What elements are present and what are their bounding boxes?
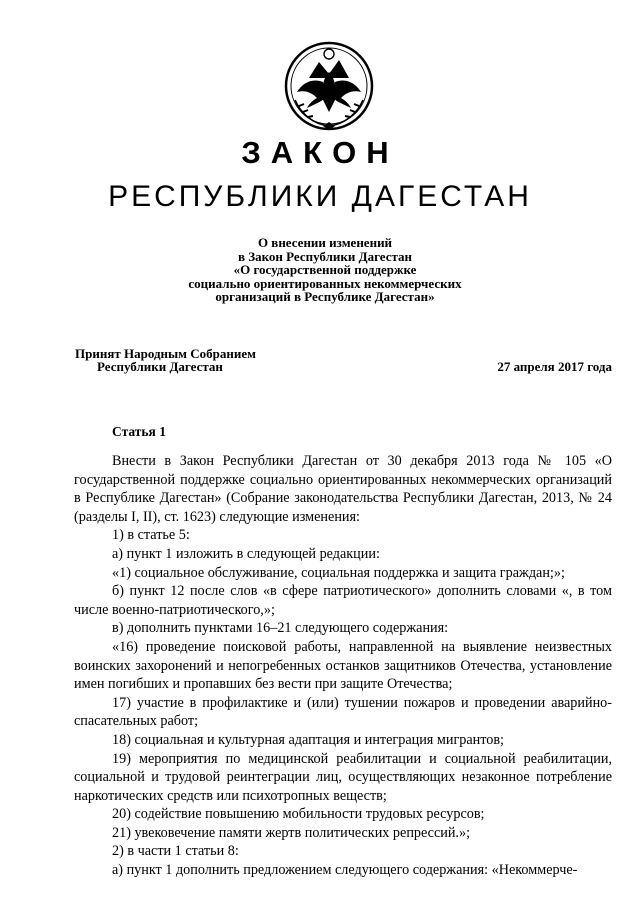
- adopted-by-line2: Республики Дагестан: [97, 359, 223, 374]
- paragraph: 21) увековечение памяти жертв политических репрессий.»;: [112, 824, 471, 841]
- paragraph: 17) участие в профилактике и (или) тушении пожаров и проведении аварийно-спасательных работ;: [74, 694, 612, 730]
- paragraph: 20) содействие повышению мобильности трудовых ресурсов;: [112, 806, 485, 823]
- paragraph: 1) в статье 5:: [112, 527, 190, 544]
- law-title: [160, 236, 490, 304]
- adoption-date: 27 апреля 2017 года: [497, 359, 612, 374]
- paragraph: «16) проведение поисковой работы, направленной на выявление неизвестных воинских захоронений и непогребенных останков защитников Отечества, установление имен погибших и пропавших без вести при защите Отечества;: [74, 638, 612, 693]
- paragraph: 18) социальная и культурная адаптация и интеграция мигрантов;: [112, 731, 504, 748]
- law-title-line: в Закон Республики Дагестан: [237, 248, 413, 264]
- document-title: ЗАКОН: [241, 135, 399, 170]
- paragraph: 2) в части 1 статьи 8:: [112, 843, 239, 860]
- document-subtitle: РЕСПУБЛИКИ ДАГЕСТАН: [108, 180, 532, 213]
- adopted-by-line1: Принят Народным Собранием: [75, 346, 257, 361]
- law-title-line: «О государственной поддержке: [233, 262, 417, 278]
- law-title-line: социально ориентированных некоммерческих: [188, 275, 462, 291]
- coat-of-arms-emblem: [283, 38, 375, 134]
- paragraph: б) пункт 12 после слов «в сфере патриотического» дополнить словами «, в том числе военно-патриотического,»;: [74, 583, 612, 618]
- paragraph: в) дополнить пунктами 16–21 следующего содержания:: [112, 620, 449, 637]
- paragraph: «1) социальное обслуживание, социальная поддержка и защита граждан;»;: [112, 564, 565, 581]
- paragraph: а) пункт 1 дополнить предложением следующего содержания: «Некоммерче-: [112, 862, 578, 879]
- paragraph: Внести в Закон Республики Дагестан от 30 декабря 2013 года № 105 «О государственной поддержке социально ориентированных некоммерческих организаций в Республике Дагестан» (Собрание законодательства Республики Дагестан, 2013, № 24 (разделы I, II), ст. 1623) следующие изменения:: [74, 453, 612, 525]
- law-title-line: О внесении изменений: [257, 235, 393, 250]
- paragraph: 19) мероприятия по медицинской реабилитации и социальной реабилитации, социальной и трудовой реинтеграции лиц, осуществляющих незаконное потребление наркотических средств или психотропных веществ;: [74, 750, 612, 804]
- article-heading: Статья 1: [112, 424, 166, 439]
- law-title-line: организаций в Республике Дагестан»: [215, 289, 435, 305]
- paragraph: а) пункт 1 изложить в следующей редакции:: [112, 545, 380, 562]
- article-body: [74, 452, 612, 880]
